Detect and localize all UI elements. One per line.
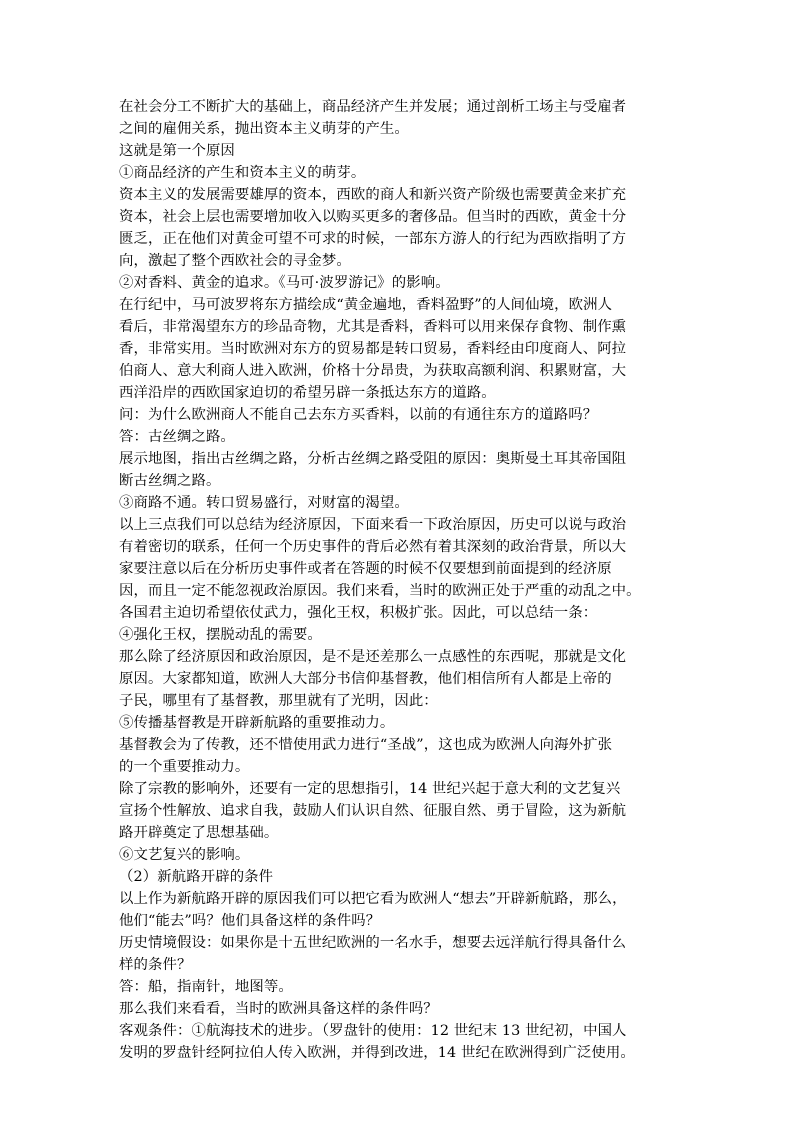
text-line: 在社会分工不断扩大的基础上，商品经济产生并发展；通过剖析工场主与受雇者 bbox=[119, 99, 627, 115]
text-line: ④强化王权，摆脱动乱的需要。 bbox=[119, 627, 322, 643]
text-line: 家要注意以后在分析历史事件或者在答题的时候不仅要想到前面提到的经济原 bbox=[119, 561, 612, 577]
text-line: 样的条件？ bbox=[119, 957, 192, 973]
text-line: 向，激起了整个西欧社会的寻金梦。 bbox=[119, 253, 351, 269]
text-line: 匮乏，正在他们对黄金可望不可求的时候，一部东方游人的行纪为西欧指明了方 bbox=[119, 231, 627, 247]
text-line: 问：为什么欧洲商人不能自己去东方买香料，以前的有通往东方的道路吗？ bbox=[119, 407, 598, 423]
text-line: 那么除了经济原因和政治原因，是不是还差那么一点感性的东西呢，那就是文化 bbox=[119, 649, 627, 665]
text-line: 看后，非常渴望东方的珍品奇物，尤其是香料，香料可以用来保存食物、制作熏 bbox=[119, 319, 627, 335]
text-line: 发明的罗盘针经阿拉伯人传入欧洲，并得到改进，14 世纪在欧洲得到广泛使用。 bbox=[119, 1045, 635, 1061]
text-line: 除了宗教的影响外，还要有一定的思想指引，14 世纪兴起于意大利的文艺复兴 bbox=[119, 781, 621, 797]
text-line: ⑥文艺复兴的影响。 bbox=[119, 847, 250, 863]
text-line: 这就是第一个原因 bbox=[119, 143, 235, 159]
text-line: 之间的雇佣关系，抛出资本主义萌芽的产生。 bbox=[119, 121, 409, 137]
text-line: 历史情境假设：如果你是十五世纪欧洲的一名水手，想要去远洋航行得具备什么 bbox=[119, 935, 627, 951]
text-line: 路开辟奠定了思想基础。 bbox=[119, 825, 279, 841]
text-line: （2）新航路开辟的条件 bbox=[119, 869, 274, 885]
document-page bbox=[119, 96, 677, 1064]
text-line: 展示地图，指出古丝绸之路，分析古丝绸之路受阻的原因：奥斯曼土耳其帝国阻 bbox=[119, 451, 627, 467]
text-line: 他们“能去”吗？他们具备这样的条件吗？ bbox=[119, 913, 381, 929]
text-line: ⑤传播基督教是开辟新航路的重要推动力。 bbox=[119, 715, 395, 731]
text-line: 有着密切的联系，任何一个历史事件的背后必然有着其深刻的政治背景，所以大 bbox=[119, 539, 627, 555]
text-line: 资本主义的发展需要雄厚的资本，西欧的商人和新兴资产阶级也需要黄金来扩充 bbox=[119, 187, 627, 203]
text-line: 西洋沿岸的西欧国家迫切的希望另辟一条抵达东方的道路。 bbox=[119, 385, 496, 401]
text-line: 宣扬个性解放、追求自我，鼓励人们认识自然、征服自然、勇于冒险，这为新航 bbox=[119, 803, 627, 819]
text-line: 断古丝绸之路。 bbox=[119, 473, 221, 489]
text-line: ③商路不通。转口贸易盛行，对财富的渴望。 bbox=[119, 495, 409, 511]
text-line: 答：古丝绸之路。 bbox=[119, 429, 235, 445]
text-line: 答：船，指南针，地图等。 bbox=[119, 979, 293, 995]
text-line: 原因。大家都知道，欧洲人大部分书信仰基督教，他们相信所有人都是上帝的 bbox=[119, 671, 612, 687]
text-line: 在行纪中，马可波罗将东方描绘成“黄金遍地，香料盈野”的人间仙境，欧洲人 bbox=[119, 297, 613, 313]
text-line: 因，而且一定不能忽视政治原因。我们来看，当时的欧洲正处于严重的动乱之中。 bbox=[119, 583, 641, 599]
text-line: 伯商人、意大利商人进入欧洲，价格十分昂贵，为获取高额利润、积累财富，大 bbox=[119, 363, 627, 379]
text-line: ②对香料、黄金的追求。《马可·波罗游记》的影响。 bbox=[119, 275, 450, 291]
text-line: 各国君主迫切希望依仗武力，强化王权，积极扩张。因此，可以总结一条： bbox=[119, 605, 598, 621]
text-line: 客观条件：①航海技术的进步。（罗盘针的使用：12 世纪末 13 世纪初，中国人 bbox=[119, 1023, 627, 1039]
text-line: 基督教会为了传教，还不惜使用武力进行“圣战”，这也成为欧洲人向海外扩张 bbox=[119, 737, 613, 753]
text-line: 子民，哪里有了基督教，那里就有了光明，因此： bbox=[119, 693, 438, 709]
text-line: 以上三点我们可以总结为经济原因，下面来看一下政治原因，历史可以说与政治 bbox=[119, 517, 627, 533]
text-line: 资本，社会上层也需要增加收入以购买更多的奢侈品。但当时的西欧，黄金十分 bbox=[119, 209, 627, 225]
text-line: 以上作为新航路开辟的原因我们可以把它看为欧洲人“想去”开辟新航路，那么， bbox=[119, 891, 627, 907]
text-line: 那么我们来看看，当时的欧洲具备这样的条件吗？ bbox=[119, 1001, 438, 1017]
text-line: 香，非常实用。当时欧洲对东方的贸易都是转口贸易，香料经由印度商人、阿拉 bbox=[119, 341, 627, 357]
text-line: 的一个重要推动力。 bbox=[119, 759, 250, 775]
text-line: ①商品经济的产生和资本主义的萌芽。 bbox=[119, 165, 366, 181]
